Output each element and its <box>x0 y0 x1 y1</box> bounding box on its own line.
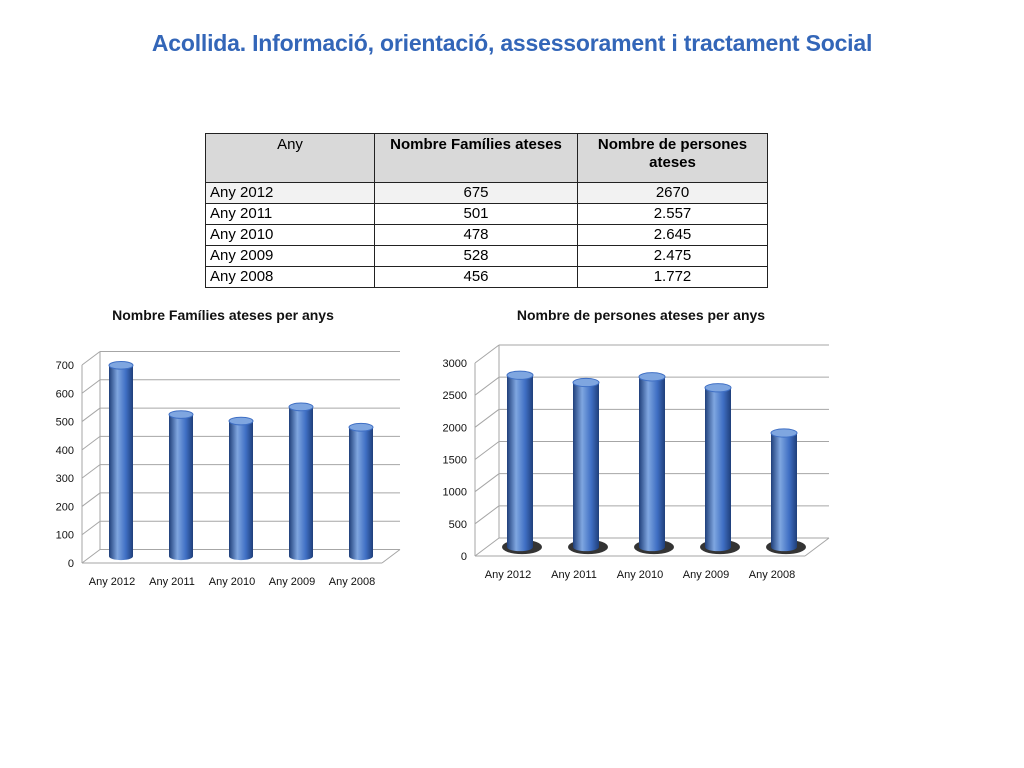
header-any: Any <box>206 134 375 183</box>
gridline-side <box>475 538 499 556</box>
bar <box>109 361 133 560</box>
table-cell-persons: 2.645 <box>578 225 768 246</box>
y-tick-label: 200 <box>55 501 74 514</box>
bar <box>568 378 608 554</box>
table-cell-families: 528 <box>375 246 578 267</box>
table-cell-families: 675 <box>375 183 578 204</box>
bar-top <box>573 378 599 386</box>
gridline-side <box>82 436 100 450</box>
y-tick-label: 500 <box>55 416 74 429</box>
gridline-side <box>82 408 100 422</box>
header-persons: Nombre de persones ateses <box>578 134 768 183</box>
table-cell-persons: 2.557 <box>578 204 768 225</box>
families-bar-chart <box>40 300 410 600</box>
y-tick-label: 2000 <box>442 422 467 435</box>
chart-title: Nombre de persones ateses per anys <box>516 307 766 323</box>
gridline-side <box>82 493 100 507</box>
y-tick-label: 0 <box>67 558 74 570</box>
x-tick-label: Any 2012 <box>88 576 136 588</box>
y-tick-label: 400 <box>55 444 74 457</box>
x-tick-label: Any 2011 <box>149 576 195 588</box>
y-tick-label: 600 <box>55 388 74 401</box>
x-tick-label: Any 2010 <box>616 569 664 581</box>
gridline-side <box>475 409 499 427</box>
bar-body <box>229 421 253 560</box>
bar-body <box>507 375 533 551</box>
gridline-side <box>475 345 499 363</box>
bar-body <box>349 427 373 560</box>
table-cell-families: 478 <box>375 225 578 246</box>
table-row <box>206 267 768 288</box>
bar-body <box>771 433 797 551</box>
table-cell-year: Any 2009 <box>206 246 375 267</box>
table-row <box>206 246 768 267</box>
table-row <box>206 225 768 246</box>
gridline-side <box>82 550 100 564</box>
floor-edge-side <box>382 550 400 564</box>
bar-body <box>289 407 313 560</box>
bar <box>169 411 193 560</box>
persons-bar-chart <box>440 300 840 600</box>
x-tick-label: Any 2008 <box>748 569 796 581</box>
bar-top <box>705 384 731 392</box>
bar-top <box>507 371 533 379</box>
table-cell-year: Any 2010 <box>206 225 375 246</box>
bar-top <box>169 411 193 419</box>
x-tick-label: Any 2009 <box>268 576 316 588</box>
table-cell-families: 456 <box>375 267 578 288</box>
table-cell-families: 501 <box>375 204 578 225</box>
y-tick-label: 300 <box>55 473 74 486</box>
x-tick-label: Any 2012 <box>484 569 532 581</box>
table-row <box>206 204 768 225</box>
table-cell-persons: 2670 <box>578 183 768 204</box>
y-tick-label: 1000 <box>442 486 467 499</box>
gridline-side <box>82 352 100 366</box>
bar-body <box>705 388 731 551</box>
y-tick-label: 3000 <box>442 358 467 370</box>
page-title: Acollida. Informació, orientació, assessorament i tractament Social <box>151 30 873 56</box>
gridline-side <box>475 474 499 492</box>
gridline-side <box>82 380 100 394</box>
bar-top <box>639 373 665 381</box>
gridline-side <box>475 442 499 460</box>
table-header-row <box>206 134 768 183</box>
bar-top <box>229 417 253 425</box>
header-families: Nombre Famílies ateses <box>375 134 578 183</box>
x-tick-label: Any 2009 <box>682 569 730 581</box>
bar-body <box>573 382 599 551</box>
chart-title: Nombre Famílies ateses per anys <box>112 307 334 323</box>
y-tick-label: 100 <box>55 529 74 542</box>
gridline-side <box>475 377 499 395</box>
bar <box>289 403 313 560</box>
y-tick-label: 500 <box>448 518 467 531</box>
data-table <box>205 133 768 288</box>
bar-top <box>349 423 373 431</box>
bar <box>766 429 806 554</box>
y-tick-label: 700 <box>55 360 74 372</box>
bar-top <box>109 361 133 369</box>
bar <box>349 423 373 560</box>
gridline-side <box>82 465 100 479</box>
bar <box>634 373 674 554</box>
table-row <box>206 183 768 204</box>
gridline-side <box>475 506 499 524</box>
table-cell-persons: 2.475 <box>578 246 768 267</box>
y-tick-label: 0 <box>460 551 467 563</box>
table-cell-year: Any 2012 <box>206 183 375 204</box>
bar <box>502 371 542 554</box>
table-cell-year: Any 2008 <box>206 267 375 288</box>
bar <box>229 417 253 560</box>
bar-top <box>771 429 797 437</box>
floor-edge-side <box>805 538 829 556</box>
x-tick-label: Any 2011 <box>551 569 597 581</box>
table-cell-year: Any 2011 <box>206 204 375 225</box>
table-cell-persons: 1.772 <box>578 267 768 288</box>
gridline-side <box>82 521 100 535</box>
y-tick-label: 1500 <box>442 454 467 467</box>
bar-top <box>289 403 313 411</box>
x-tick-label: Any 2008 <box>328 576 376 588</box>
x-tick-label: Any 2010 <box>208 576 256 588</box>
y-tick-label: 2500 <box>442 390 467 403</box>
bar-body <box>639 377 665 551</box>
bar-body <box>109 365 133 560</box>
bar-body <box>169 415 193 561</box>
